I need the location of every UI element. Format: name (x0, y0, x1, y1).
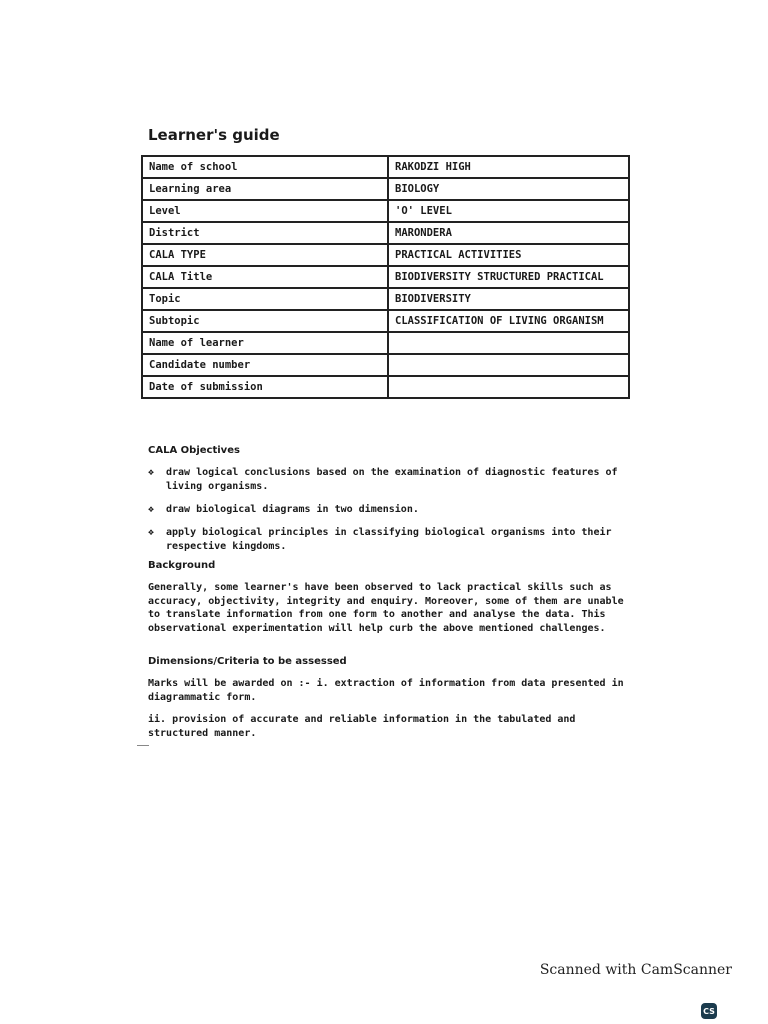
row-label: District (142, 222, 388, 244)
list-item (148, 526, 628, 554)
table-row (142, 200, 629, 222)
table-row (142, 376, 629, 398)
row-value: PRACTICAL ACTIVITIES (388, 244, 629, 266)
table-row (142, 266, 629, 288)
row-label: Name of school (142, 156, 388, 178)
objectives-list (148, 466, 628, 554)
table-row (142, 310, 629, 332)
row-value: 'O' LEVEL (388, 200, 629, 222)
objectives-section (148, 445, 628, 563)
diamond-bullet-icon: ❖ (148, 467, 155, 478)
criteria-heading: Dimensions/Criteria to be assessed (148, 656, 347, 667)
row-label: Learning area (142, 178, 388, 200)
diamond-bullet-icon: ❖ (148, 504, 155, 515)
row-value: BIOLOGY (388, 178, 629, 200)
row-label: Name of learner (142, 332, 388, 354)
objective-text: apply biological principles in classifying biological organisms into their respective kingdoms. (166, 527, 612, 552)
row-label: CALA TYPE (142, 244, 388, 266)
row-value: MARONDERA (388, 222, 629, 244)
row-value (388, 376, 629, 398)
diamond-bullet-icon: ❖ (148, 527, 155, 538)
background-text: Generally, some learner's have been observed to lack practical skills such as accuracy, objectivity, integrity and enquiry. Moreover, some of them are unable to translate information from one form to another and analyse the data. This observational experimentation will help curb the above mentioned challenges. (148, 582, 624, 634)
background-heading: Background (148, 560, 216, 571)
background-section (148, 560, 628, 635)
row-value (388, 332, 629, 354)
row-value: BIODIVERSITY (388, 288, 629, 310)
row-label: Level (142, 200, 388, 222)
row-label: CALA Title (142, 266, 388, 288)
row-value: RAKODZI HIGH (388, 156, 629, 178)
row-value (388, 354, 629, 376)
objective-text: draw logical conclusions based on the examination of diagnostic features of living organisms. (166, 467, 618, 492)
learner-info-table (141, 155, 630, 399)
table-row (142, 156, 629, 178)
page-title: Learner's guide (148, 126, 280, 144)
list-item (148, 503, 628, 517)
row-label: Candidate number (142, 354, 388, 376)
list-item (148, 466, 628, 494)
row-label: Subtopic (142, 310, 388, 332)
table-row (142, 332, 629, 354)
criteria-text-2: ii. provision of accurate and reliable information in the tabulated and structured manner. (148, 714, 576, 739)
row-label: Topic (142, 288, 388, 310)
table-row (142, 354, 629, 376)
criteria-text-1: Marks will be awarded on :- i. extraction of information from data presented in diagrammatic form. (148, 678, 624, 703)
camscanner-watermark: Scanned with CamScanner (539, 962, 732, 978)
row-value: BIODIVERSITY STRUCTURED PRACTICAL (388, 266, 629, 288)
table-row (142, 222, 629, 244)
table-row (142, 178, 629, 200)
row-value: CLASSIFICATION OF LIVING ORGANISM (388, 310, 629, 332)
criteria-section (148, 656, 628, 740)
table-row (142, 288, 629, 310)
page-tick-mark (137, 745, 149, 746)
row-label: Date of submission (142, 376, 388, 398)
camscanner-logo-icon: CS (701, 1003, 717, 1019)
objectives-heading: CALA Objectives (148, 445, 240, 456)
table-row (142, 244, 629, 266)
objective-text: draw biological diagrams in two dimension. (166, 504, 419, 515)
